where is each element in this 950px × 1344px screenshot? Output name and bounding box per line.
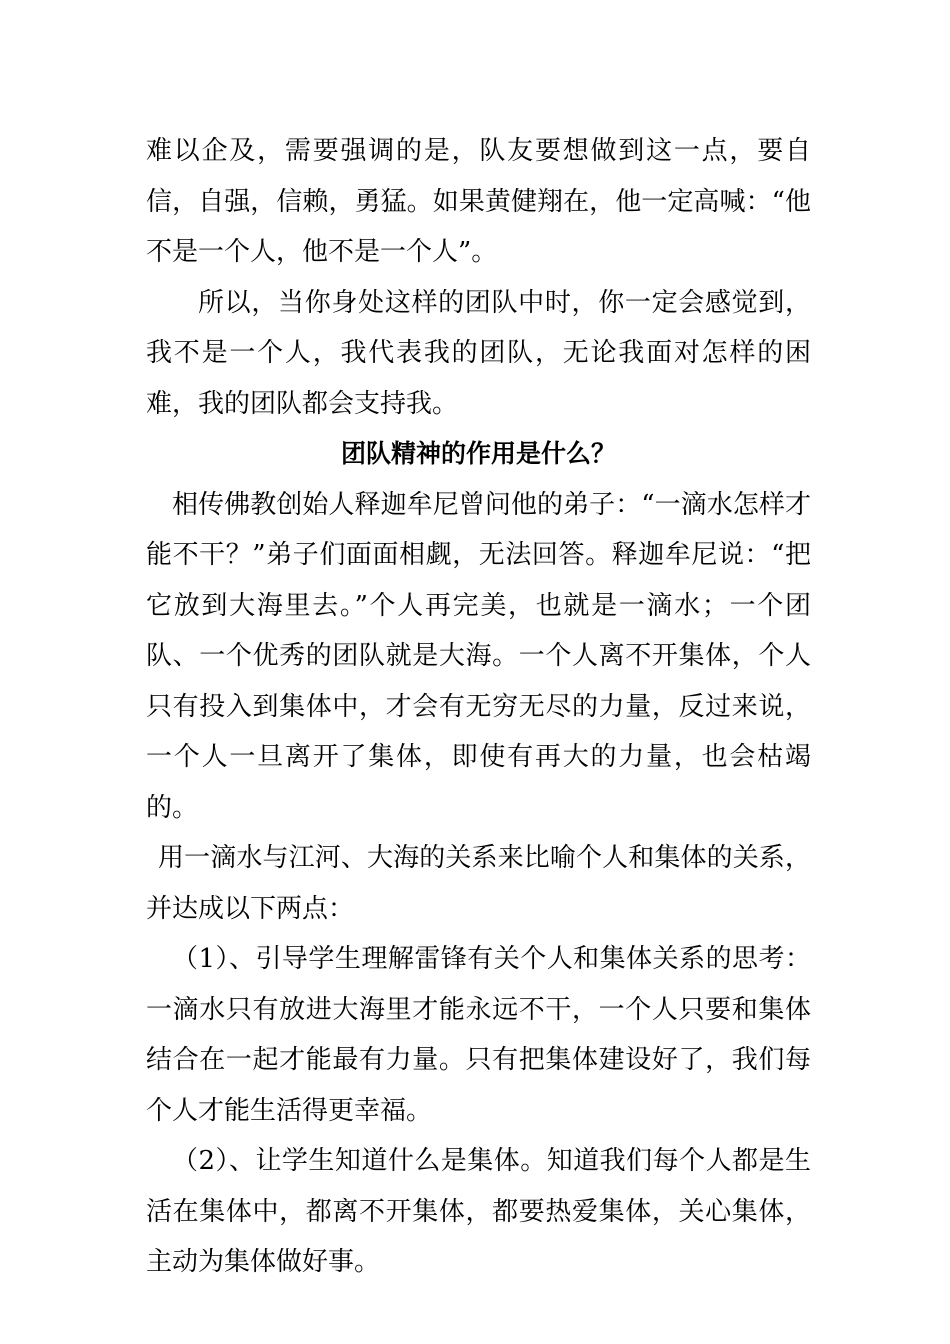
- document-body: [146, 126, 811, 1288]
- paragraph-continuation: 难以企及，需要强调的是，队友要想做到这一点，要自信，自强，信赖，勇猛。如果黄健翔在，他一定高喊：“他不是一个人，他不是一个人”。: [146, 136, 811, 267]
- list-item-2: （2）、让学生知道什么是集体。知道我们每个人都是生活在集体中，都离不开集体，都要热爱集体，关心集体，主动为集体做好事。: [146, 1146, 811, 1277]
- paragraph-metaphor-intro: 用一滴水与江河、大海的关系来比喻个人和集体的关系，并达成以下两点：: [146, 843, 811, 924]
- section-heading: 团队精神的作用是什么？: [340, 439, 616, 468]
- paragraph-team-support: 所以，当你身处这样的团队中时，你一定会感觉到，我不是一个人，我代表我的团队，无论我面对怎样的困难，我的团队都会支持我。: [146, 287, 811, 419]
- list-item-1: （1）、引导学生理解雷锋有关个人和集体关系的思考：一滴水只有放进大海里才能永远不干，一个人只要和集体结合在一起才能最有力量。只有把集体建设好了，我们每个人才能生活得更幸福。: [146, 944, 811, 1126]
- paragraph-water-drop-story: 相传佛教创始人释迦牟尼曾问他的弟子：“一滴水怎样才能不干？”弟子们面面相觑，无法回答。释迦牟尼说：“把它放到大海里去。”个人再完美，也就是一滴水；一个团队、一个优秀的团队就是大海。一个人离不开集体，个人只有投入到集体中，才会有无穷无尽的力量，反过来说，一个人一旦离开了集体，即使有再大的力量，也会枯竭的。: [146, 489, 811, 823]
